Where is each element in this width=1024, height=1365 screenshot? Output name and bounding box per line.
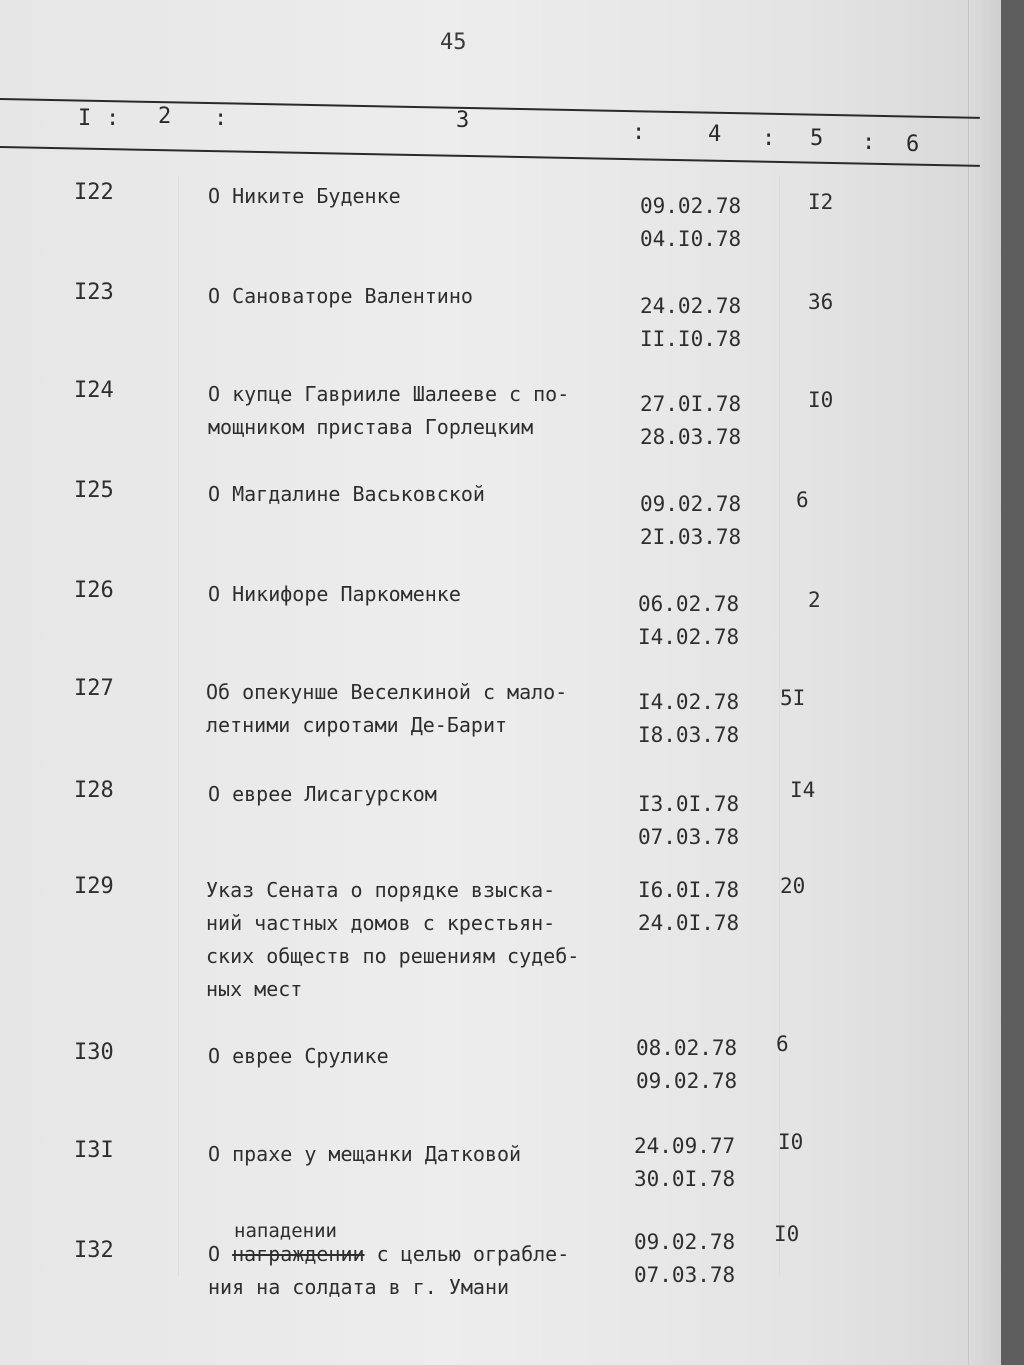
- entry-number: I28: [74, 778, 114, 803]
- date-start: 09.02.78: [634, 1230, 736, 1254]
- title-prefix: О: [208, 1242, 233, 1266]
- date-start: I4.02.78: [638, 690, 740, 714]
- entry-number: I26: [74, 578, 114, 603]
- entry-title: [208, 1238, 628, 1304]
- entry-sheet-count: 20: [780, 874, 806, 898]
- date-start: I6.0I.78: [638, 878, 740, 902]
- column-header-6: 6: [906, 132, 920, 157]
- column-separator: :: [862, 130, 876, 155]
- entry-title: Указ Сената о порядке взыска- ний частных домов с крестьян- ских обществ по решениям судеб- ных мест: [206, 878, 580, 1001]
- entry-sheet-count: 6: [776, 1032, 789, 1056]
- page-number: 45: [440, 30, 467, 55]
- entry-number: I24: [74, 378, 114, 403]
- entry-dates: [638, 588, 739, 654]
- date-end: 07.03.78: [638, 825, 740, 849]
- entry-sheet-count: I0: [808, 388, 834, 412]
- date-end: 09.02.78: [636, 1069, 738, 1093]
- entry-title: О еврее Лисагурском: [208, 782, 437, 806]
- date-start: I3.0I.78: [638, 792, 740, 816]
- entry-title: О Никите Буденке: [208, 184, 401, 208]
- entry-number: I30: [74, 1040, 114, 1065]
- title-rest: с целью ограбле- ния на солдата в г. Умани: [208, 1242, 570, 1299]
- date-end: I4.02.78: [638, 625, 740, 649]
- date-end: 2I.03.78: [640, 525, 742, 549]
- struck-word: награждении: [232, 1242, 365, 1266]
- entry-dates: [640, 488, 741, 554]
- entry-dates: [640, 388, 741, 454]
- handwritten-correction: нападении: [234, 1220, 337, 1242]
- entry-number: I22: [74, 180, 114, 205]
- entry-dates: [640, 190, 741, 256]
- date-start: 09.02.78: [640, 194, 742, 218]
- header-rule-bottom: [0, 146, 980, 167]
- date-start: 06.02.78: [638, 592, 740, 616]
- column-header-1: I: [78, 106, 92, 131]
- column-header-5: 5: [810, 126, 824, 151]
- entry-title: О купце Гаврииле Шалееве с по- мощником пристава Горлецким: [208, 382, 570, 439]
- date-end: 07.03.78: [634, 1263, 736, 1287]
- column-separator: :: [106, 106, 120, 131]
- entry-title: О Магдалине Васьковской: [208, 482, 485, 506]
- entry-sheet-count: 6: [796, 488, 809, 512]
- date-start: 09.02.78: [640, 492, 742, 516]
- entry-dates: [638, 874, 739, 940]
- column-separator: :: [632, 120, 646, 145]
- column-header-4: 4: [708, 122, 722, 147]
- entry-title: О Сановаторе Валентино: [208, 284, 473, 308]
- entry-dates: [634, 1130, 735, 1196]
- entry-dates: [634, 1226, 735, 1292]
- date-end: 28.03.78: [640, 425, 742, 449]
- date-end: I8.03.78: [638, 723, 740, 747]
- entry-sheet-count: I4: [790, 778, 816, 802]
- date-end: 30.0I.78: [634, 1167, 736, 1191]
- entry-sheet-count: 5I: [780, 686, 806, 710]
- date-start: 27.0I.78: [640, 392, 742, 416]
- date-start: 08.02.78: [636, 1036, 738, 1060]
- column-header-2: 2: [158, 104, 172, 129]
- entry-sheet-count: I0: [778, 1130, 804, 1154]
- column-separator: :: [762, 126, 776, 151]
- header-rule-top: [0, 98, 980, 119]
- entry-sheet-count: I0: [774, 1222, 800, 1246]
- entry-number: I27: [74, 676, 114, 701]
- column-separator: :: [214, 106, 228, 131]
- entry-number: I25: [74, 478, 114, 503]
- entry-number: I3I: [74, 1138, 114, 1163]
- entry-title: О еврее Срулике: [208, 1044, 389, 1068]
- entry-dates: [640, 290, 741, 356]
- entry-sheet-count: I2: [808, 190, 834, 214]
- entry-title: Об опекунше Веселкиной с мало- летними сиротами Де-Барит: [206, 680, 568, 737]
- date-end: 24.0I.78: [638, 911, 740, 935]
- entry-number: I29: [74, 874, 114, 899]
- entry-title: О Никифоре Паркоменке: [208, 582, 461, 606]
- entry-number: I32: [74, 1238, 114, 1263]
- entry-dates: [638, 686, 739, 752]
- entry-number: I23: [74, 280, 114, 305]
- page-edge: [968, 0, 1001, 1365]
- date-start: 24.09.77: [634, 1134, 736, 1158]
- entry-dates: [638, 788, 739, 854]
- entry-title: О прахе у мещанки Датковой: [208, 1142, 522, 1166]
- entry-sheet-count: 2: [808, 588, 821, 612]
- date-end: 04.I0.78: [640, 227, 742, 251]
- date-end: II.I0.78: [640, 327, 742, 351]
- entry-dates: [636, 1032, 737, 1098]
- date-start: 24.02.78: [640, 294, 742, 318]
- entry-sheet-count: 36: [808, 290, 834, 314]
- column-header-3: 3: [456, 108, 470, 133]
